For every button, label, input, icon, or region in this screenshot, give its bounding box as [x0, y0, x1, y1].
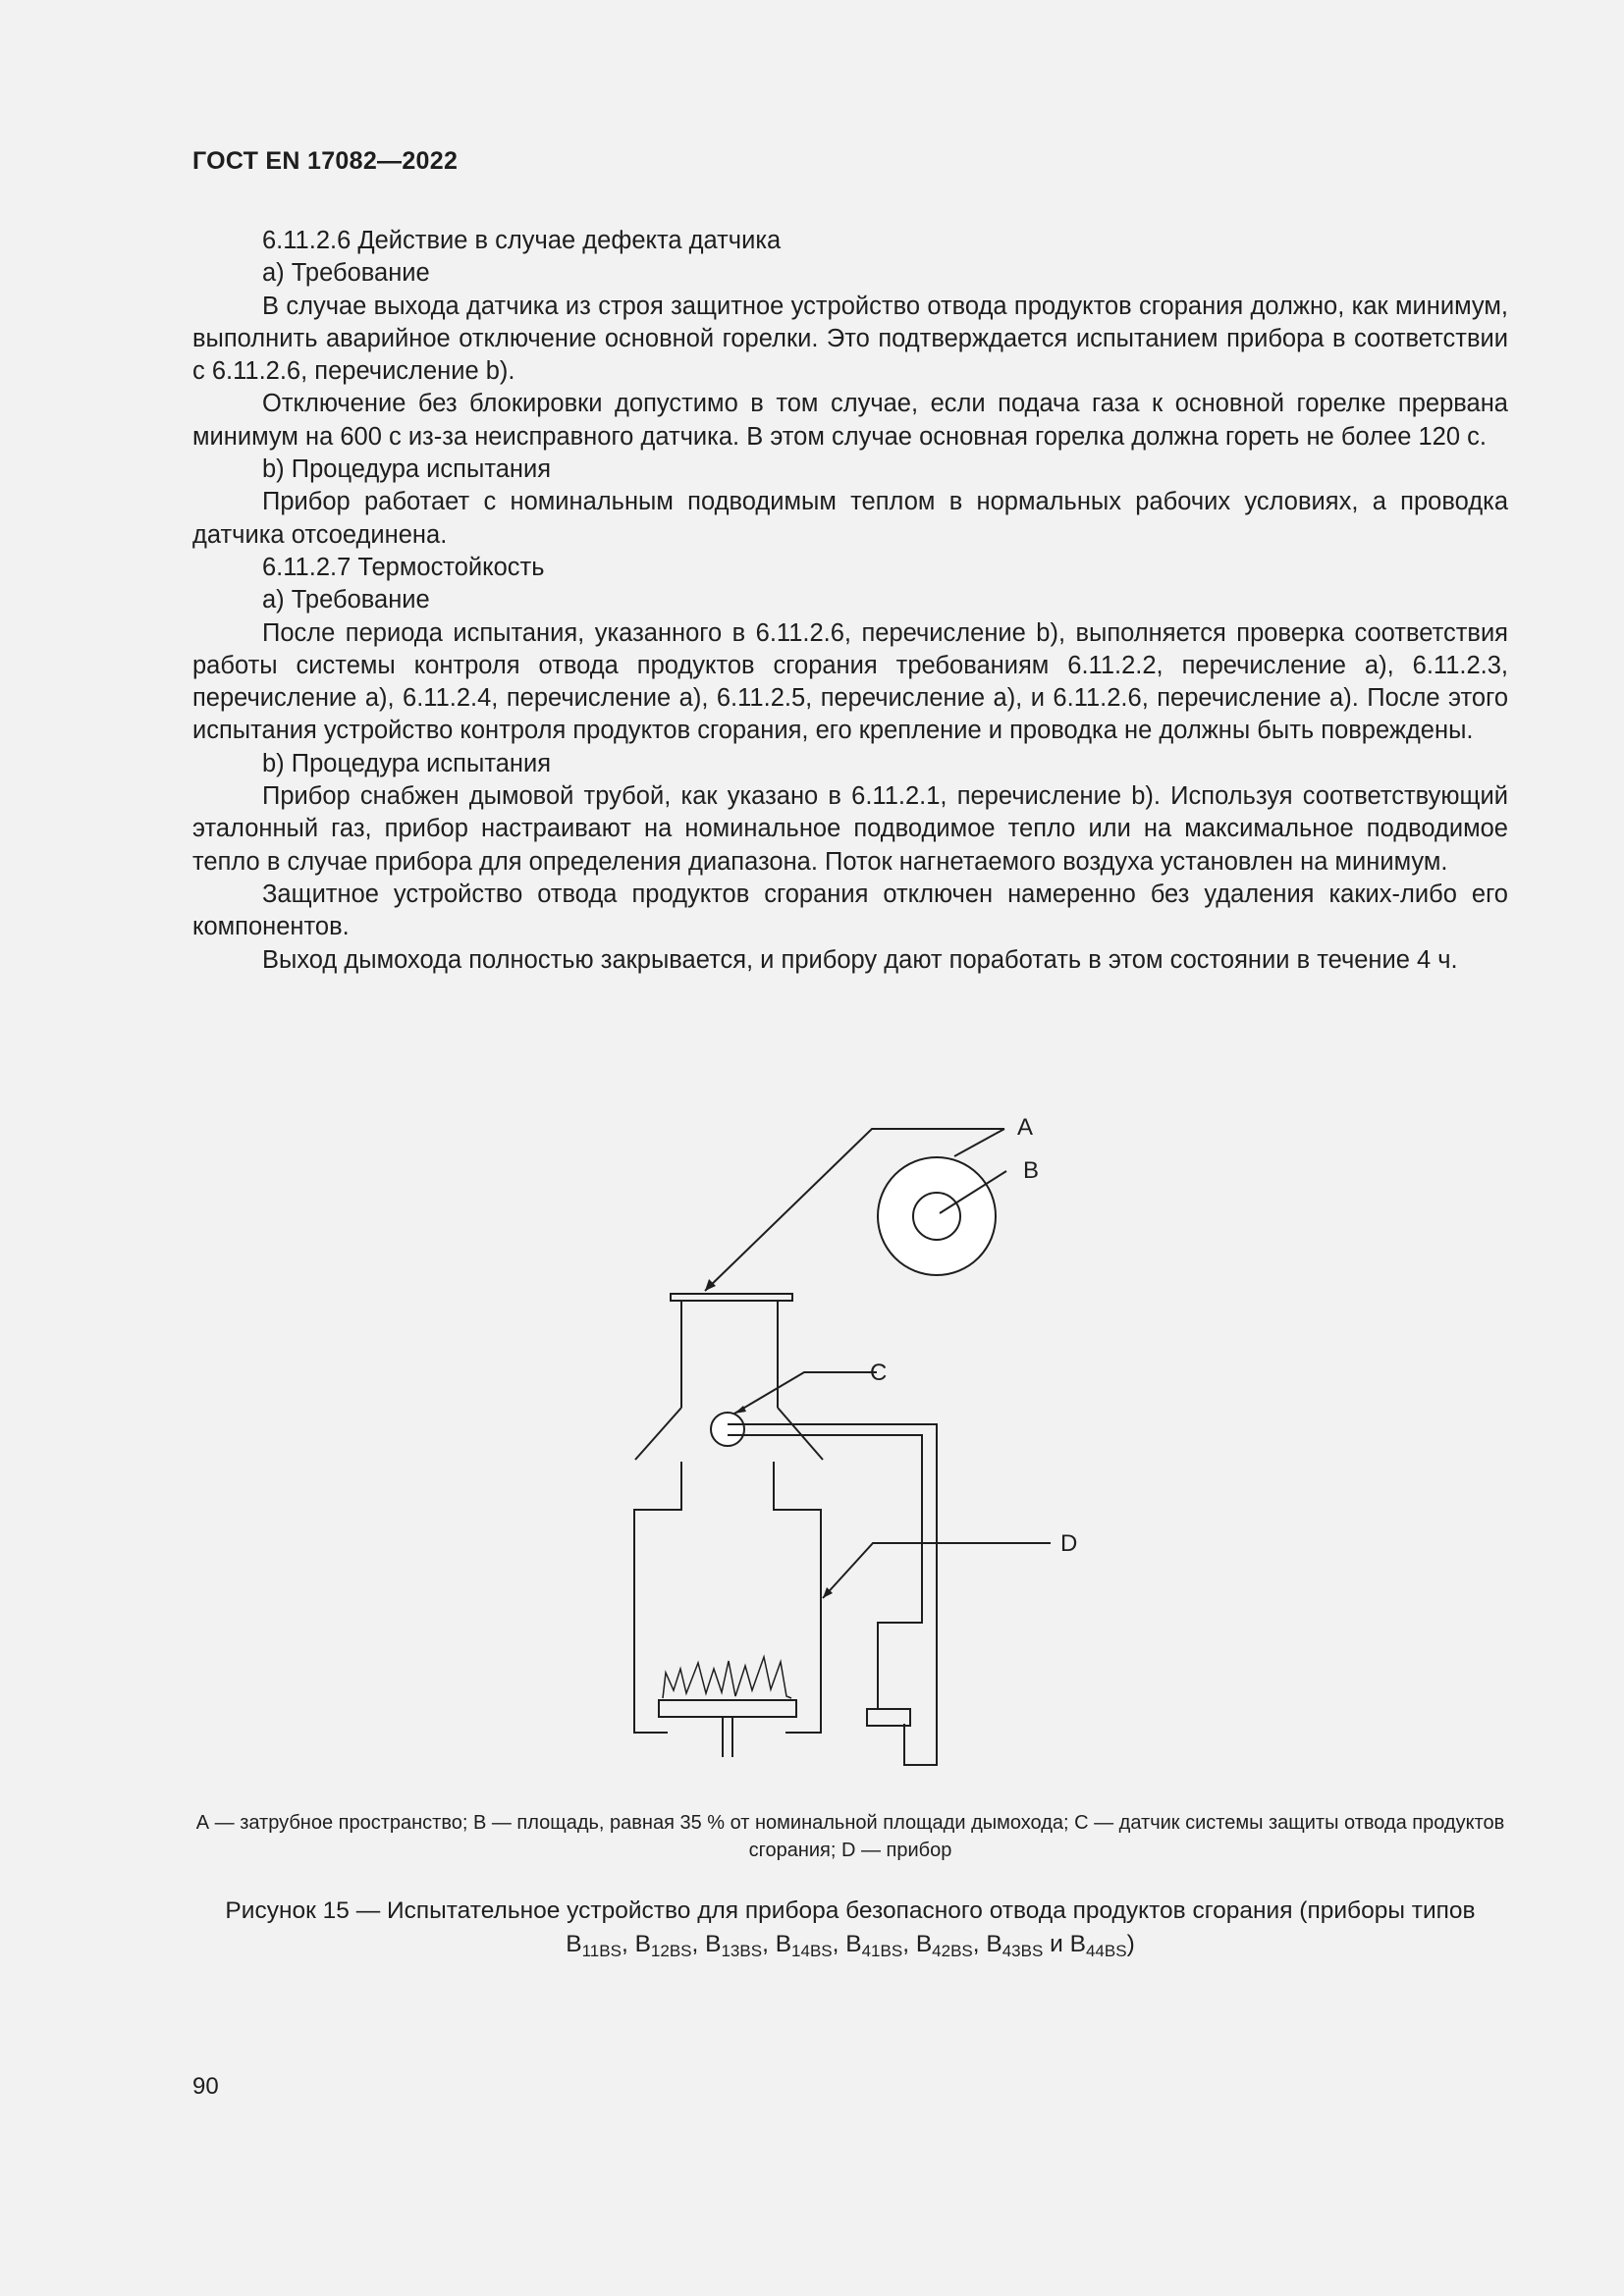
paragraph: После периода испытания, указанного в 6.11.2.6, перечисление b), выполняется проверка соответствия работы системы контроля отвода продуктов сгорания требованиям 6.11.2.2, перечисление а), 6.11.2.3, перечисление а), 6.11.2.4, перечисление а), 6.11.2.5, перечисление а), и 6.11.2.6, перечисление а). После этого испытания устройство контроля продуктов сгорания, его крепление и проводка не должны быть повреждены.	[192, 618, 1508, 745]
paragraph: Защитное устройство отвода продуктов сгорания отключен намеренно без удаления каких-либо его компонентов.	[192, 880, 1508, 941]
appliance-body-right	[774, 1462, 821, 1733]
flames	[663, 1657, 791, 1698]
appliance-body-left	[634, 1462, 681, 1733]
paragraph: Прибор работает с номинальным подводимым теплом в нормальных рабочих условиях, а проводка датчика отсоединена.	[192, 488, 1508, 549]
control-relay	[867, 1709, 910, 1726]
subsection-label: а) Требование	[262, 586, 430, 614]
sensor-wire-inner	[728, 1435, 922, 1709]
paragraph: В случае выхода датчика из строя защитное устройство отвода продуктов сгорания должно, как минимум, выполнить аварийное отключение основной горелки. Это подтверждается испытанием прибора в соответствии с 6.11.2.6, перечисление b).	[192, 292, 1508, 386]
label-a: A	[1017, 1114, 1034, 1141]
test-apparatus-diagram	[619, 1104, 1078, 1791]
label-d: D	[1060, 1530, 1078, 1557]
figure-title	[192, 1895, 1508, 1961]
section-heading: 6.11.2.7 Термостойкость	[262, 553, 545, 581]
leader-c	[734, 1372, 877, 1414]
document-header: ГОСТ EN 17082—2022	[192, 147, 459, 175]
paragraph: Выход дымохода полностью закрывается, и прибору дают поработать в этом состоянии в течение 4 ч.	[262, 945, 1458, 974]
burner-plate	[659, 1700, 796, 1717]
subsection-label: b) Процедура испытания	[262, 455, 552, 484]
label-c: C	[870, 1360, 888, 1386]
body-text	[192, 225, 1508, 977]
paragraph: Прибор снабжен дымовой трубой, как указано в 6.11.2.1, перечисление b). Используя соответствующий эталонный газ, прибор настраивают на номинальное подводимое тепло или на максимальное подводимое тепло в случае прибора для определения диапазона. Поток нагнетаемого воздуха установлен на минимум.	[192, 782, 1508, 876]
subsection-label: b) Процедура испытания	[262, 749, 552, 777]
sensor-circle	[711, 1413, 744, 1446]
label-b: B	[1023, 1157, 1040, 1184]
figure-legend: А — затрубное пространство; В — площадь, равная 35 % от номинальной площади дымохода; С — датчик системы защиты отвода продуктов сгорания; D — прибор	[195, 1812, 1505, 1861]
paragraph: Отключение без блокировки допустимо в том случае, если подача газа к основной горелке прервана минимум на 600 с из-за неисправного датчика. В этом случае основная горелка должна гореть не более 120 с.	[192, 390, 1508, 451]
subsection-label: а) Требование	[262, 259, 430, 288]
page-number: 90	[192, 2073, 219, 2100]
leader-a-ring	[954, 1129, 1004, 1156]
flue-cap	[671, 1294, 792, 1301]
section-heading: 6.11.2.6 Действие в случае дефекта датчика	[262, 227, 782, 254]
figure-title-prefix: Рисунок 15 — Испытательное устройство для прибора безопасного отвода продуктов сгорания (приборы типов	[225, 1897, 1476, 1924]
sensor-wire-outer	[728, 1424, 937, 1765]
appliance-types: $B_{11BS}$, $B_{12BS}$, $B_{13BS}$, $B_{14BS}$, $B_{41BS}$, $B_{42BS}$, $B_{43BS}$ и $B_{44BS}$)	[566, 1931, 1135, 1960]
flue-area-circle	[913, 1193, 960, 1240]
